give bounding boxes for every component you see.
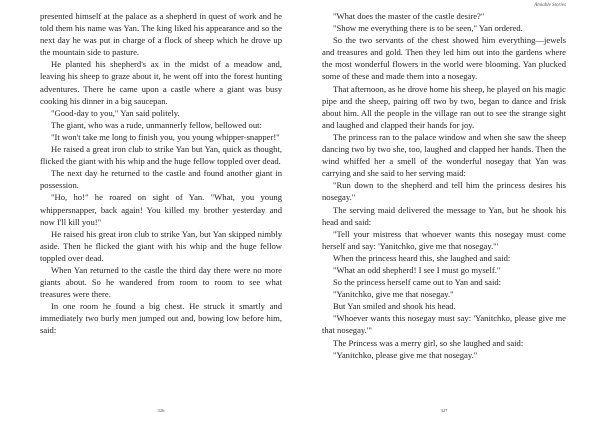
paragraph: He raised his great iron club to strike Yan, but Yan skipped nimbly aside. Then he flicked the giant with his whip and the huge fellow toppled over dead. [40,228,282,263]
paragraph: "Good-day to you," Yan said politely. [51,107,180,118]
paragraph: When Yan returned to the castle the third day there were no more giants about. So he wandered from room to room to see what treasures were there. [40,264,282,300]
paragraph: "Tell your mistress that whoever wants this nosegay must come herself and say: 'Yanitchko, give me that nosegay.'" [322,228,566,251]
paragraph: "What does the master of the castle desire?" [333,11,485,21]
paragraph: "It won't take me long to finish you, you young whipper-snapper!" [51,131,280,142]
paragraph: That afternoon, as he drove home his sheep, he played on his magic pipe and the sheep, pairing off two by two, began to dance and frisk about him. All the people in the village ran out to see the strange sight and laughed and clapped their hands for joy. [322,83,566,130]
paragraph: The next day he returned to the castle and found another giant in possession. [40,168,282,191]
paragraph: In one room he found a big chest. He struck it smartly and immediately two burly men jumped out and, bowing low before him, said: [40,301,282,336]
paragraph: "What an odd shepherd! I see I must go myself." [333,264,501,275]
right-page-number: 327 [440,408,448,413]
paragraph: When the princess heard this, she laughed and said: [333,252,511,263]
paragraph: The princess ran to the palace window and when she saw the sheep dancing two by two she, too, laughed and clapped her hands. Then the wind whiffed her a smell of the wonderful nosegay that Yan was carrying and she said to her serving maid: [322,131,566,179]
paragraph: So the princess herself came out to Yan and said: [333,277,502,288]
right-page [300,0,600,424]
paragraph: "Yanitchko, please give me that nosegay." [333,349,478,360]
right-page-text [322,10,566,361]
left-page-number: 326 [157,408,165,413]
left-page-text [40,10,282,337]
paragraph: The serving maid delivered the message to Yan, but he shook his head and said: [322,204,566,227]
running-head: Amiable Stories [534,3,566,8]
paragraph: But Yan smiled and shook his head. [333,301,456,312]
paragraph: He raised a great iron club to strike Yan but Yan, quick as thought, flicked the giant with his whip and the huge fellow toppled over dead. [40,144,282,167]
paragraph: The Princess was a merry girl, so she laughed and said: [333,337,524,348]
paragraph: "Run down to the shepherd and tell him the princess desires his nosegay." [322,180,566,203]
paragraph: He planted his shepherd's ax in the midst of a meadow and, leaving his sheep to graze about it, he went off into the forest hunting adventures. There he came upon a castle where a giant was busy cooking his dinner in a big saucepan. [40,59,282,106]
paragraph: "Show me everything there is to be seen," Yan ordered. [333,23,523,34]
paragraph: "Ho, ho!" he roared on sight of Yan. "What, you young whippersnapper, back again! You killed my brother yesterday and now I'll kill you!" [40,192,282,227]
paragraph: "Yanitchko, give me that nosegay." [333,289,454,300]
paragraph: "Whoever wants this nosegay must say: 'Yanitchko, please give me that nosegay.'" [322,313,566,336]
paragraph: presented himself at the palace as a shepherd in quest of work and he told them his name was Yan. The king liked his appearance and so the next day he was put in charge of a flock of sheep which he drove up the mountain side to pasture. [40,11,282,58]
paragraph: The giant, who was a rude, unmannerly fellow, bellowed out: [51,119,262,130]
paragraph: So the two servants of the chest showed him everything—jewels and treasures and gold. Then they led him out into the gardens where the most wonderful flowers in the world were blooming. Yan plucked some of these and made them into a nosegay. [322,35,566,82]
